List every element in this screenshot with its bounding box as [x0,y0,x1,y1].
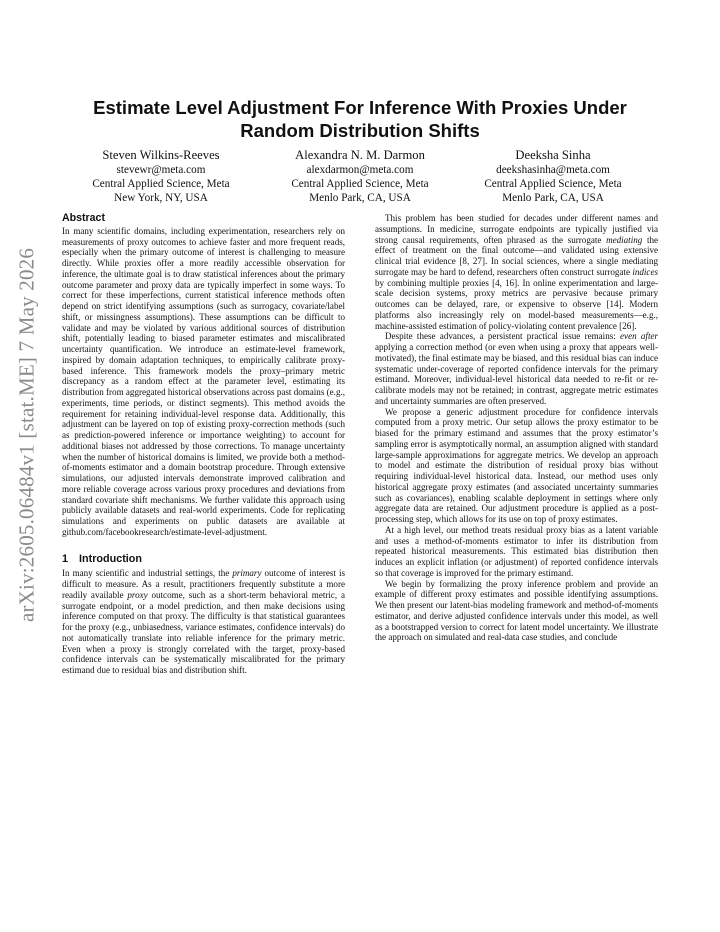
author-1 [61,148,261,206]
author-affiliation: Central Applied Science, Meta [484,178,622,191]
right-column [375,213,658,643]
paragraph: We propose a generic adjustment procedure for confidence intervals computed from a proxy metric. Our setup allows the proxy estimator to be biased for the primary estimand and assumes that the proxy estimator’s sampling error is asymptotically normal, an assumption aligned with standard large-sample approximations for aggregate metrics. We develop an approach to model and estimate the distribution of residual proxy bias without requiring individual-level historical data. Instead, our method uses only historical aggregate proxy estimates (and associated uncertainty summaries such as covariances), enabling scalable deployment in settings where only aggregate data are retained. Our adjustment procedure is applied as a post-processing step, which allows for its use on top of proxy estimates. [375,406,658,524]
paragraph: We begin by formalizing the proxy inference problem and provide an example of different proxy estimates and possible identifying assumptions. We then present our latent-bias modeling framework and method-of-moments estimator, and derive adjusted confidence intervals under this model, as well as a bootstrapped version to correct for latent model uncertainty. We illustrate the approach on simulated and real-data case studies, and conclude [375,578,658,643]
author-affiliation: Central Applied Science, Meta [291,178,429,191]
author-2 [260,148,460,206]
arxiv-stamp [0,215,54,655]
author-affiliation: Central Applied Science, Meta [92,178,230,191]
section-title: Introduction [79,552,142,565]
abstract-heading: Abstract [62,212,105,224]
section-number: 1 [62,552,69,565]
author-name: Alexandra N. M. Darmon [295,148,425,162]
paragraph: Despite these advances, a persistent practical issue remains: even after applying a correction method (or even when using a proxy that appears well-motivated), the final estimate may be biased, and this residual bias can induce systematic under-coverage of reported confidence intervals for the primary estimand. Moreover, individual-level historical data needed to re-fit or re-calibrate models may not be retained; in contrast, aggregate metric estimates and uncertainty summaries are often preserved. [375,331,658,406]
author-email: deekshasinha@meta.com [496,164,610,176]
author-email: stevewr@meta.com [116,164,206,176]
author-email: alexdarmon@meta.com [306,164,414,176]
author-3 [453,148,653,206]
section-heading-introduction [62,554,345,565]
author-name: Steven Wilkins-Reeves [102,148,220,162]
intro-paragraph-1: In many scientific and industrial settings, the primary outcome of interest is difficult to measure. As a result, practitioners frequently substitute a more readily available proxy outcome, such as a short-term behavioral metric, a surrogate endpoint, or a model prediction, and then make decisions using inference computed on that proxy. The difficulty is that statistical guarantees for the proxy (e.g., unbiasedness, variance estimates, confidence intervals) do not automatically translate into reliable inference for the primary metric. Even when a proxy is strongly correlated with the target, proxy-based confidence intervals can be systematically miscalibrated for the primary estimand due to residual bias and distribution shift. [62,568,345,675]
left-column [62,213,345,676]
paragraph: This problem has been studied for decades under different names and assumptions. In medicine, surrogate endpoints are typically justified via strong causal requirements, often phrased as the surrogate mediating the effect of treatment on the final outcome—and validated using extensive clinical trial evidence [8, 27]. In social sciences, where a single mediating surrogate may be hard to defend, researchers often construct surrogate indices by combining multiple proxies [4, 16]. In online experimentation and large-scale decision systems, proxy metrics are pervasive because primary outcomes can be delayed, rare, or expensive to observe [14]. Modern platforms also increasingly rely on model-based measurements—e.g., machine-assisted estimation of policy-violating content prevalence [26]. [375,213,658,331]
author-location: Menlo Park, CA, USA [309,192,411,205]
author-name: Deeksha Sinha [515,148,591,162]
paragraph: At a high level, our method treats residual proxy bias as a latent variable and uses a method-of-moments estimator to infer its distribution from repeated historical measurements. This estimated bias distribution then induces an explicit inflation (or adjustment) of reported confidence intervals so that coverage is improved for the primary estimand. [375,524,658,578]
abstract-text: In many scientific domains, including experimentation, researchers rely on measurements of proxy outcomes to achieve faster and more frequent reads, especially when the primary outcome of interest is challenging to measure directly. While proxies offer a more readily accessible observation for inference, the ultimate goal is to draw statistical inferences about the primary outcome parameter and proxy data are typically imperfect in some ways. To correct for these imperfections, current statistical inference methods often depend on strict identifying assumptions (such as surrogacy, covariate/label shift, or missingness assumptions). These assumptions can be difficult to validate and may be violated by various additional sources of distribution shift, potentially leading to biased parameter estimates and miscalibrated uncertainty quantification. We introduce an estimate-level framework, inspired by domain adaptation techniques, to empirically calibrate proxy-based inference. This framework models the proxy–primary metric discrepancy as a random effect at the parameter level, estimating its distribution from aggregated historical observations across past domains (e.g., experiments, time periods, or distinct segments). This method avoids the requirement for retaining individual-level response data. Additionally, this adjustment can be layered on top of existing proxy-correction methods (such as prediction-powered inference or importance weighting) to account for additional biases not addressed by those corrections. To manage uncertainty when the number of historical domains is limited, we provide both a method-of-moments estimator and a domain bootstrap procedure. Through extensive simulations, our adjusted intervals demonstrate improved calibration and more reliable coverage across various proxy procedures and deviations from standard covariate shift mechanisms. We further validate this approach using publicly available datasets and real-world experiments. Code for replicating simulations and experiments on public datasets are available at github.com/facebookresearch/estimate-level-adjustment. [62,225,345,537]
arxiv-stamp-text: arXiv:2605.06484v1 [stat.ME] 7 May 2026 [14,247,39,623]
author-location: New York, NY, USA [114,192,208,205]
paper-title: Estimate Level Adjustment For Inference With Proxies Under Random Distribution Shifts [93,97,627,141]
author-location: Menlo Park, CA, USA [502,192,604,205]
